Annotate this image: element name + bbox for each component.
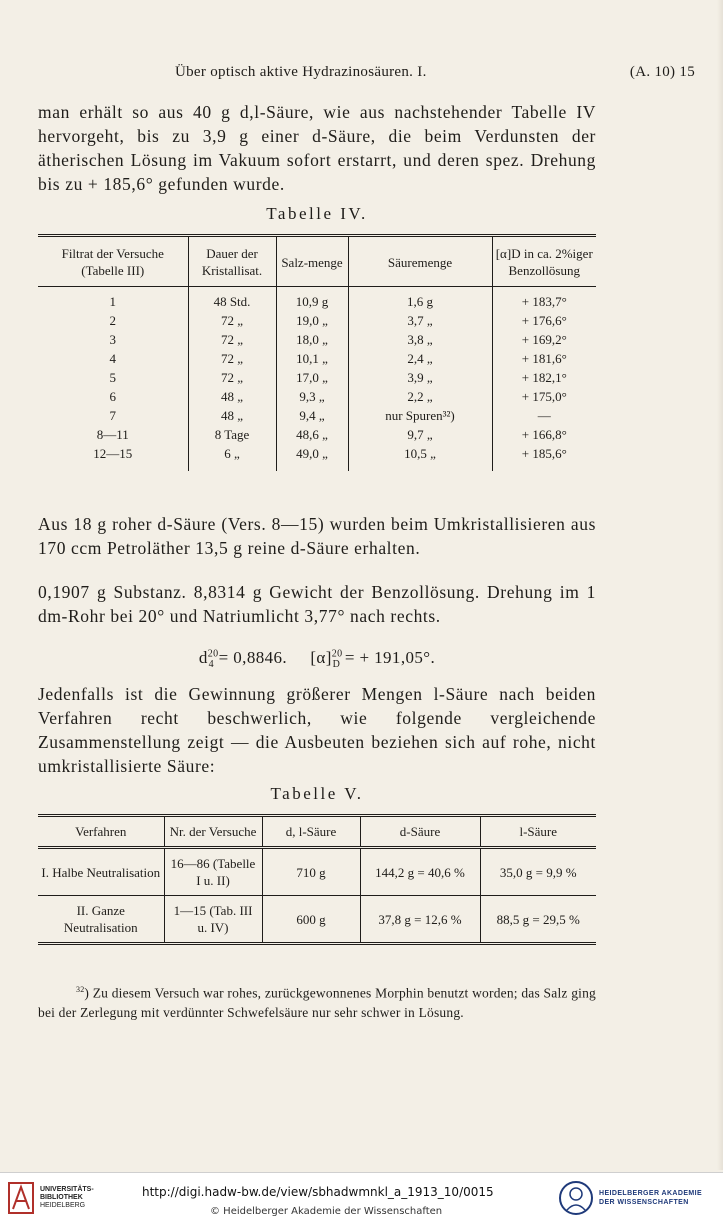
table-cell: nur Spuren³²) <box>348 406 492 425</box>
table-iv-body <box>38 287 596 472</box>
table-cell: 1,6 g <box>348 287 492 312</box>
table-cell: — <box>537 408 551 423</box>
table-header-row <box>38 816 596 848</box>
table-cell: 5 <box>38 368 188 387</box>
table-cell: 88,5 g = 29,5 % <box>480 896 596 944</box>
permalink-url[interactable]: http://digi.hadw-bw.de/view/sbhadwmnkl_a_1913_10/0015 <box>142 1185 494 1199</box>
table-cell: + 176,6° <box>521 313 567 328</box>
table-row <box>38 896 596 944</box>
header-page-ref: (A. 10) 15 <box>629 64 695 80</box>
table-row <box>38 368 596 387</box>
table-cell: 48 „ <box>188 387 276 406</box>
table-cell: + 182,1° <box>521 370 567 385</box>
formula-density: $d^{20}_4 = 0,8846$. <box>198 648 288 671</box>
table-cell: 72 „ <box>188 368 276 387</box>
table-cell: 12—15 <box>38 444 188 471</box>
table-cell: 10,9 g <box>276 287 348 312</box>
ub-logo-text: UNIVERSITÄTS- BIBLIOTHEK HEIDELBERG <box>40 1186 94 1209</box>
col-header-dl-saeure: d, l-Säure <box>262 816 360 848</box>
table-cell: 48 Std. <box>188 287 276 312</box>
table-cell: 16—86 (Tabelle I u. II) <box>164 848 262 896</box>
table-cell: 72 „ <box>188 330 276 349</box>
table-cell: 72 „ <box>188 349 276 368</box>
table-cell: + 169,2° <box>521 332 567 347</box>
col-header-filtrat: Filtrat der Versuche (Tabelle III) <box>38 236 188 287</box>
table-cell: + 175,0° <box>521 389 567 404</box>
table-cell: 2 <box>38 311 188 330</box>
page-edge-shadow <box>717 0 723 1170</box>
table-cell: + 183,7° <box>521 294 567 309</box>
viewer-footer <box>0 1172 723 1224</box>
col-header-versuche: Nr. der Versuche <box>164 816 262 848</box>
table-cell: 4 <box>38 349 188 368</box>
table-row <box>38 444 596 471</box>
copyright-notice: © Heidelberger Akademie der Wissenschaften <box>210 1206 443 1217</box>
footnote-text: ) Zu diesem Versuch war rohes, zurückgewonnenes Morphin benutzt worden; das Salz ging bei der Zerlegung mit verdünnter Schwefelsäure nur sehr schwer in Lösung. <box>38 985 596 1020</box>
table4-caption: Tabelle IV. <box>266 204 368 223</box>
table-cell: 3,7 „ <box>348 311 492 330</box>
table-cell: 2,4 „ <box>348 349 492 368</box>
ub-emblem-icon <box>8 1181 34 1215</box>
table-cell: 35,0 g = 9,9 % <box>480 848 596 896</box>
header-title: Über optisch aktive Hydrazinosäuren. I. <box>175 64 427 80</box>
table-row <box>38 330 596 349</box>
col-header-saeuremenge: Säuremenge <box>348 236 492 287</box>
formula-rotation: $[\alpha]^{20}_D$ = + 191,05°. <box>310 648 436 671</box>
table-cell: 6 <box>38 387 188 406</box>
table-row <box>38 425 596 444</box>
table-cell: 600 g <box>262 896 360 944</box>
table-row <box>38 287 596 312</box>
col-header-l-saeure: l-Säure <box>480 816 596 848</box>
table-cell: 9,7 „ <box>348 425 492 444</box>
formula-line <box>38 648 596 670</box>
table-cell: 9,3 „ <box>276 387 348 406</box>
table-cell: 8—11 <box>38 425 188 444</box>
table-cell: 18,0 „ <box>276 330 348 349</box>
footnote-32 <box>38 980 596 1022</box>
table-cell: 9,4 „ <box>276 406 348 425</box>
table-cell: I. Halbe Neutralisation <box>38 848 164 896</box>
col-header-drehung: [α]D in ca. 2%iger Benzollösung <box>492 236 596 287</box>
table-cell: 1 <box>38 287 188 312</box>
table-row <box>38 387 596 406</box>
table-cell: 144,2 g = 40,6 % <box>360 848 480 896</box>
table-row <box>38 349 596 368</box>
paragraph-comparison: Jedenfalls ist die Gewinnung größerer Mengen l-Säure nach beiden Verfahren recht beschwerlich, wie folgende vergleichende Zusammenstellung zeigt — die Ausbeuten beziehen sich auf rohe, nicht umkristallisierte Säure: <box>38 684 596 776</box>
table-cell: 48,6 „ <box>276 425 348 444</box>
running-header <box>38 64 695 81</box>
table-header-row <box>38 236 596 287</box>
table-cell: 6 „ <box>188 444 276 471</box>
table-row <box>38 848 596 896</box>
table-cell: 49,0 „ <box>276 444 348 471</box>
ub-heidelberg-logo[interactable] <box>8 1181 94 1215</box>
col-header-d-saeure: d-Säure <box>360 816 480 848</box>
paragraph-intro: man erhält so aus 40 g d,l-Säure, wie aus nachstehender Tabelle IV hervorgeht, bis zu 3,9 g einer d-Säure, die beim Verdunsten der ätherischen Lösung im Vakuum sofort erstarrt, und deren spez. Drehung bis zu + 185,6° gefunden wurde. <box>38 102 596 194</box>
col-header-dauer: Dauer der Kristallisat. <box>188 236 276 287</box>
table5-caption: Tabelle V. <box>270 784 364 803</box>
col-header-verfahren: Verfahren <box>38 816 164 848</box>
table-cell: 7 <box>38 406 188 425</box>
table-cell: 710 g <box>262 848 360 896</box>
table-cell: 3 <box>38 330 188 349</box>
table-cell: 17,0 „ <box>276 368 348 387</box>
table-cell: 37,8 g = 12,6 % <box>360 896 480 944</box>
table-cell: 8 Tage <box>188 425 276 444</box>
table-cell: + 181,6° <box>521 351 567 366</box>
paragraph-recrystallization: Aus 18 g roher d-Säure (Vers. 8—15) wurden beim Umkristallisieren aus 170 ccm Petroläther 13,5 g reine d-Säure erhalten. <box>38 514 596 558</box>
table-cell: II. Ganze Neutralisation <box>38 896 164 944</box>
hadw-logo[interactable] <box>558 1178 702 1218</box>
table-v <box>38 814 596 945</box>
table-cell: 10,5 „ <box>348 444 492 471</box>
table-cell: + 166,8° <box>521 427 567 442</box>
table-cell: 72 „ <box>188 311 276 330</box>
table-cell: 10,1 „ <box>276 349 348 368</box>
table-cell: 19,0 „ <box>276 311 348 330</box>
paragraph-measurement: 0,1907 g Substanz. 8,8314 g Gewicht der Benzollösung. Drehung im 1 dm-Rohr bei 20° und Natriumlicht 3,77° nach rechts. <box>38 582 596 626</box>
hadw-seal-icon <box>558 1178 594 1218</box>
table-iv <box>38 234 596 471</box>
table-row <box>38 311 596 330</box>
footnote-mark: 32 <box>76 985 85 994</box>
table-cell: 3,8 „ <box>348 330 492 349</box>
table-cell: 3,9 „ <box>348 368 492 387</box>
table-cell: + 185,6° <box>521 446 567 461</box>
hadw-logo-text: HEIDELBERGER AKADEMIE DER WISSENSCHAFTEN <box>599 1190 703 1206</box>
col-header-salzmenge: Salz-menge <box>276 236 348 287</box>
table-row <box>38 406 596 425</box>
table-cell: 48 „ <box>188 406 276 425</box>
table-v-body <box>38 848 596 944</box>
table-cell: 2,2 „ <box>348 387 492 406</box>
table-cell: 1—15 (Tab. III u. IV) <box>164 896 262 944</box>
